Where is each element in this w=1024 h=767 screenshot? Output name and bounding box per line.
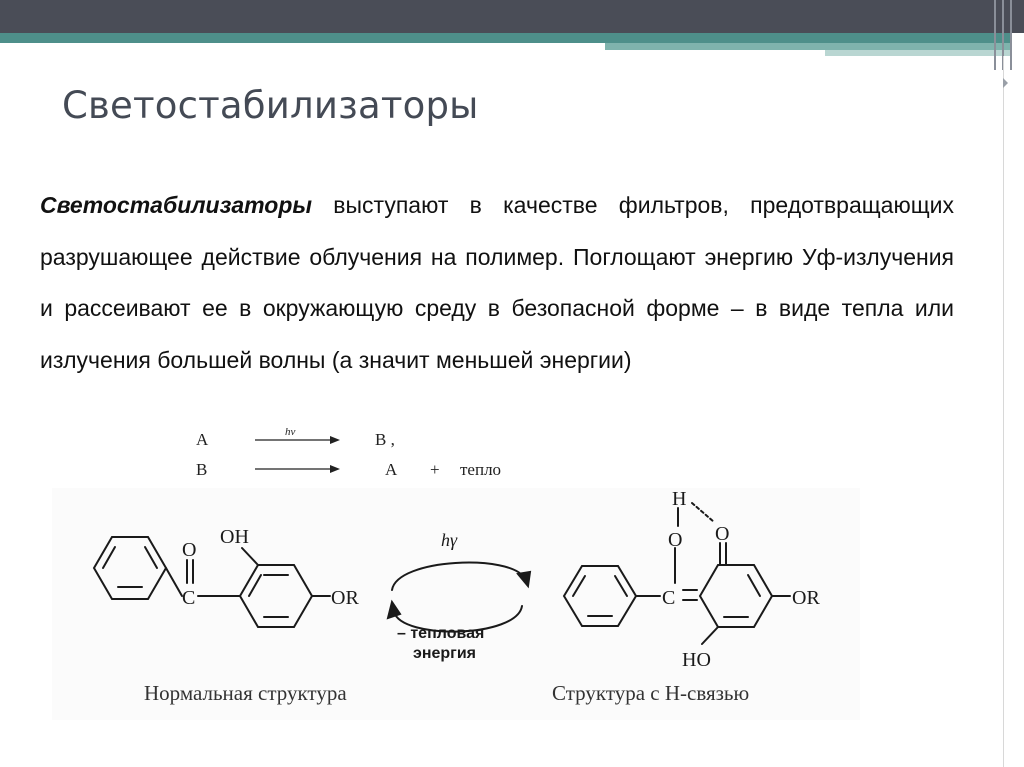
scheme-condition: hν bbox=[285, 426, 296, 438]
scheme-plus: + bbox=[430, 460, 440, 479]
body-paragraph bbox=[40, 180, 954, 386]
right-caption: Структура с Н-связью bbox=[552, 681, 750, 705]
left-carbon: C bbox=[182, 587, 196, 609]
chemical-structure-figure bbox=[52, 488, 860, 720]
forward-label: hγ bbox=[441, 530, 458, 550]
scheme-product-a: A bbox=[385, 460, 398, 479]
right-ether-o: O bbox=[668, 529, 683, 551]
decorative-lines bbox=[994, 0, 1018, 70]
left-caption: Нормальная структура bbox=[144, 681, 347, 705]
slide-arrow-icon bbox=[1003, 78, 1008, 88]
accent-stripe bbox=[0, 33, 1010, 43]
right-keto-o: O bbox=[715, 523, 730, 545]
scheme-reactant-b: B bbox=[196, 460, 208, 479]
scheme-byproduct: тепло bbox=[460, 460, 502, 479]
reverse-label-line2: энергия bbox=[413, 645, 477, 662]
reverse-label-line1: – тепловая bbox=[397, 625, 485, 642]
right-hydroxyl: HO bbox=[682, 649, 711, 671]
slide-title: Светостабилизаторы bbox=[62, 84, 479, 127]
scheme-product-b: B , bbox=[375, 430, 395, 449]
scheme-reactant-a: A bbox=[196, 430, 209, 449]
term-highlight: Светостабилизаторы bbox=[40, 192, 313, 218]
left-hydroxyl: OH bbox=[220, 526, 249, 548]
accent-stripe-pale bbox=[825, 50, 1010, 56]
left-carbonyl-o: O bbox=[182, 539, 197, 561]
reaction-scheme bbox=[180, 425, 560, 485]
right-substituent: OR bbox=[792, 587, 820, 609]
left-substituent: OR bbox=[331, 587, 359, 609]
header-bar bbox=[0, 0, 1024, 33]
accent-stripe-light bbox=[605, 43, 1010, 50]
right-carbon: C bbox=[662, 587, 676, 609]
slide-edge bbox=[1003, 56, 1004, 767]
right-h-atom: H bbox=[672, 488, 687, 510]
paragraph-text: выступают в качестве фильтров, предотвращающих разрушающее действие облучения на полимер. Поглощают энергию Уф-излучения и рассеивают ее в окружающую среду в безопасной форме – в виде тепла или излучения большей волны (а значит меньшей энергии) bbox=[40, 192, 954, 373]
